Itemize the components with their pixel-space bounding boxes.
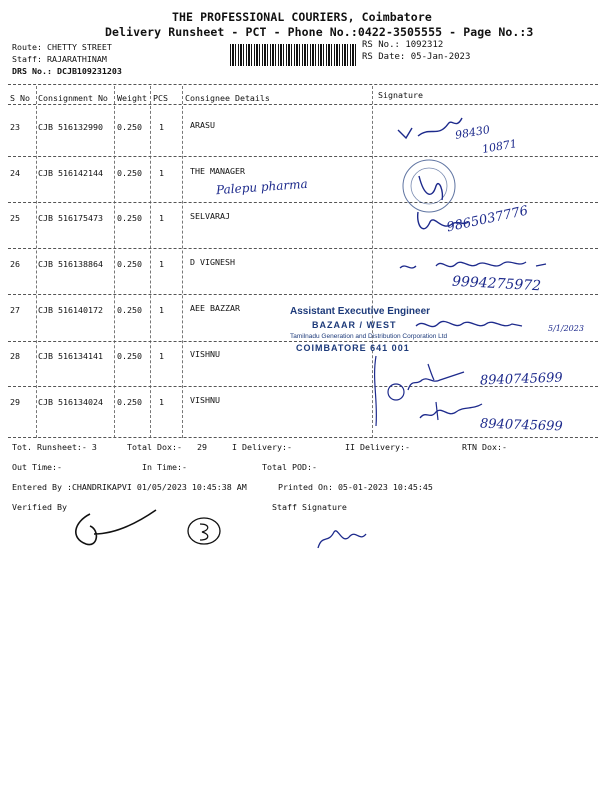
row-weight: 0.250	[117, 397, 142, 407]
stamp-line: BAZAAR / WEST	[312, 320, 397, 330]
row-consignee: VISHNU	[190, 349, 220, 359]
row-consignee: THE MANAGER	[190, 166, 245, 176]
row-pcs: 1	[159, 168, 164, 178]
row-consignee: D VIGNESH	[190, 257, 235, 267]
signature-row-27	[412, 312, 552, 338]
col-header-weight: Weight	[117, 93, 147, 103]
row-separator	[8, 437, 598, 438]
staff-signature-label: Staff Signature	[272, 502, 347, 512]
row-consignment: CJB 516132990	[38, 122, 103, 132]
total-dox-value: 29	[197, 442, 207, 452]
i-delivery-label: I Delivery:-	[232, 442, 292, 452]
stamp-line: Tamilnadu Generation and Distribution Corporation Ltd	[290, 333, 448, 340]
stamp-line: COIMBATORE 641 001	[296, 343, 410, 353]
row-consignment: CJB 516134024	[38, 397, 103, 407]
header-rule-bottom	[8, 104, 598, 105]
company-title: THE PROFESSIONAL COURIERS, Coimbatore	[172, 10, 432, 24]
row-weight: 0.250	[117, 122, 142, 132]
row-sno: 26	[10, 259, 20, 269]
row-sno: 25	[10, 213, 20, 223]
row-weight: 0.250	[117, 351, 142, 361]
row-pcs: 1	[159, 305, 164, 315]
row-separator	[8, 202, 598, 203]
initials-mark	[184, 514, 224, 548]
handwritten-number: 9865037776	[445, 203, 530, 236]
row-pcs: 1	[159, 259, 164, 269]
row-consignment: CJB 516134141	[38, 351, 103, 361]
row-consignee: ARASU	[190, 120, 215, 130]
handwritten-number: 8940745699	[479, 370, 563, 389]
row-separator	[8, 248, 598, 249]
handwritten-date: 5/1/2023	[548, 324, 584, 333]
ii-delivery-label: II Delivery:-	[345, 442, 410, 452]
staff-label: Staff: RAJARATHINAM	[12, 54, 107, 64]
row-weight: 0.250	[117, 168, 142, 178]
out-time-label: Out Time:-	[12, 462, 62, 472]
handwritten-number: 8940745699	[479, 416, 563, 435]
verifier-signature	[60, 504, 170, 552]
row-consignment: CJB 516138864	[38, 259, 103, 269]
row-consignment: CJB 516142144	[38, 168, 103, 178]
row-consignment: CJB 516175473	[38, 213, 103, 223]
col-header-signature: Signature	[378, 90, 423, 100]
route-label: Route: CHETTY STREET	[12, 42, 112, 52]
total-pod-label: Total POD:-	[262, 462, 317, 472]
row-sno: 23	[10, 122, 20, 132]
handwritten-number: 9994275972	[451, 273, 542, 295]
total-dox-label: Total Dox:-	[127, 442, 182, 452]
signature-row-29	[416, 396, 486, 426]
header-rule-top	[8, 84, 598, 85]
printed-on: Printed On: 05-01-2023 10:45:45	[278, 482, 433, 492]
col-header-consignment: Consignment No	[38, 93, 108, 103]
row-sno: 28	[10, 351, 20, 361]
rs-number: RS No.: 1092312	[362, 40, 444, 50]
row-weight: 0.250	[117, 259, 142, 269]
rtn-dox-label: RTN Dox:-	[462, 442, 507, 452]
row-separator	[8, 294, 598, 295]
drs-label: DRS No.: DCJB109231203	[12, 66, 122, 76]
row-pcs: 1	[159, 397, 164, 407]
row-sno: 29	[10, 397, 20, 407]
row-pcs: 1	[159, 351, 164, 361]
row-consignment: CJB 516140172	[38, 305, 103, 315]
entered-by: Entered By :CHANDRIKAPVI 01/05/2023 10:45:38 AM	[12, 482, 247, 492]
total-runsheet: Tot. Runsheet:- 3	[12, 442, 97, 452]
staff-signature	[312, 520, 372, 556]
handwritten-number: 98430	[454, 123, 491, 142]
row-pcs: 1	[159, 213, 164, 223]
col-header-sno: S No	[10, 93, 30, 103]
row-sno: 27	[10, 305, 20, 315]
rs-date: RS Date: 05-Jan-2023	[362, 52, 471, 62]
col-header-pcs: PCS	[153, 93, 168, 103]
barcode-image	[230, 44, 356, 66]
row-sno: 24	[10, 168, 20, 178]
row-weight: 0.250	[117, 213, 142, 223]
in-time-label: In Time:-	[142, 462, 187, 472]
row-weight: 0.250	[117, 305, 142, 315]
row-consignee: SELVARAJ	[190, 211, 230, 221]
handwritten-note: Palepu pharma	[215, 176, 309, 198]
col-header-consignee: Consignee Details	[185, 93, 270, 103]
row-pcs: 1	[159, 122, 164, 132]
verified-by-label: Verified By	[12, 502, 67, 512]
handwritten-number: 10871	[481, 137, 518, 156]
row-consignee: AEE BAZZAR	[190, 303, 240, 313]
row-consignee: VISHNU	[190, 395, 220, 405]
stamp-line: Assistant Executive Engineer	[290, 306, 431, 317]
row-separator	[8, 341, 598, 342]
runsheet-subtitle: Delivery Runsheet - PCT - Phone No.:0422-3505555 - Page No.:3	[105, 25, 534, 39]
